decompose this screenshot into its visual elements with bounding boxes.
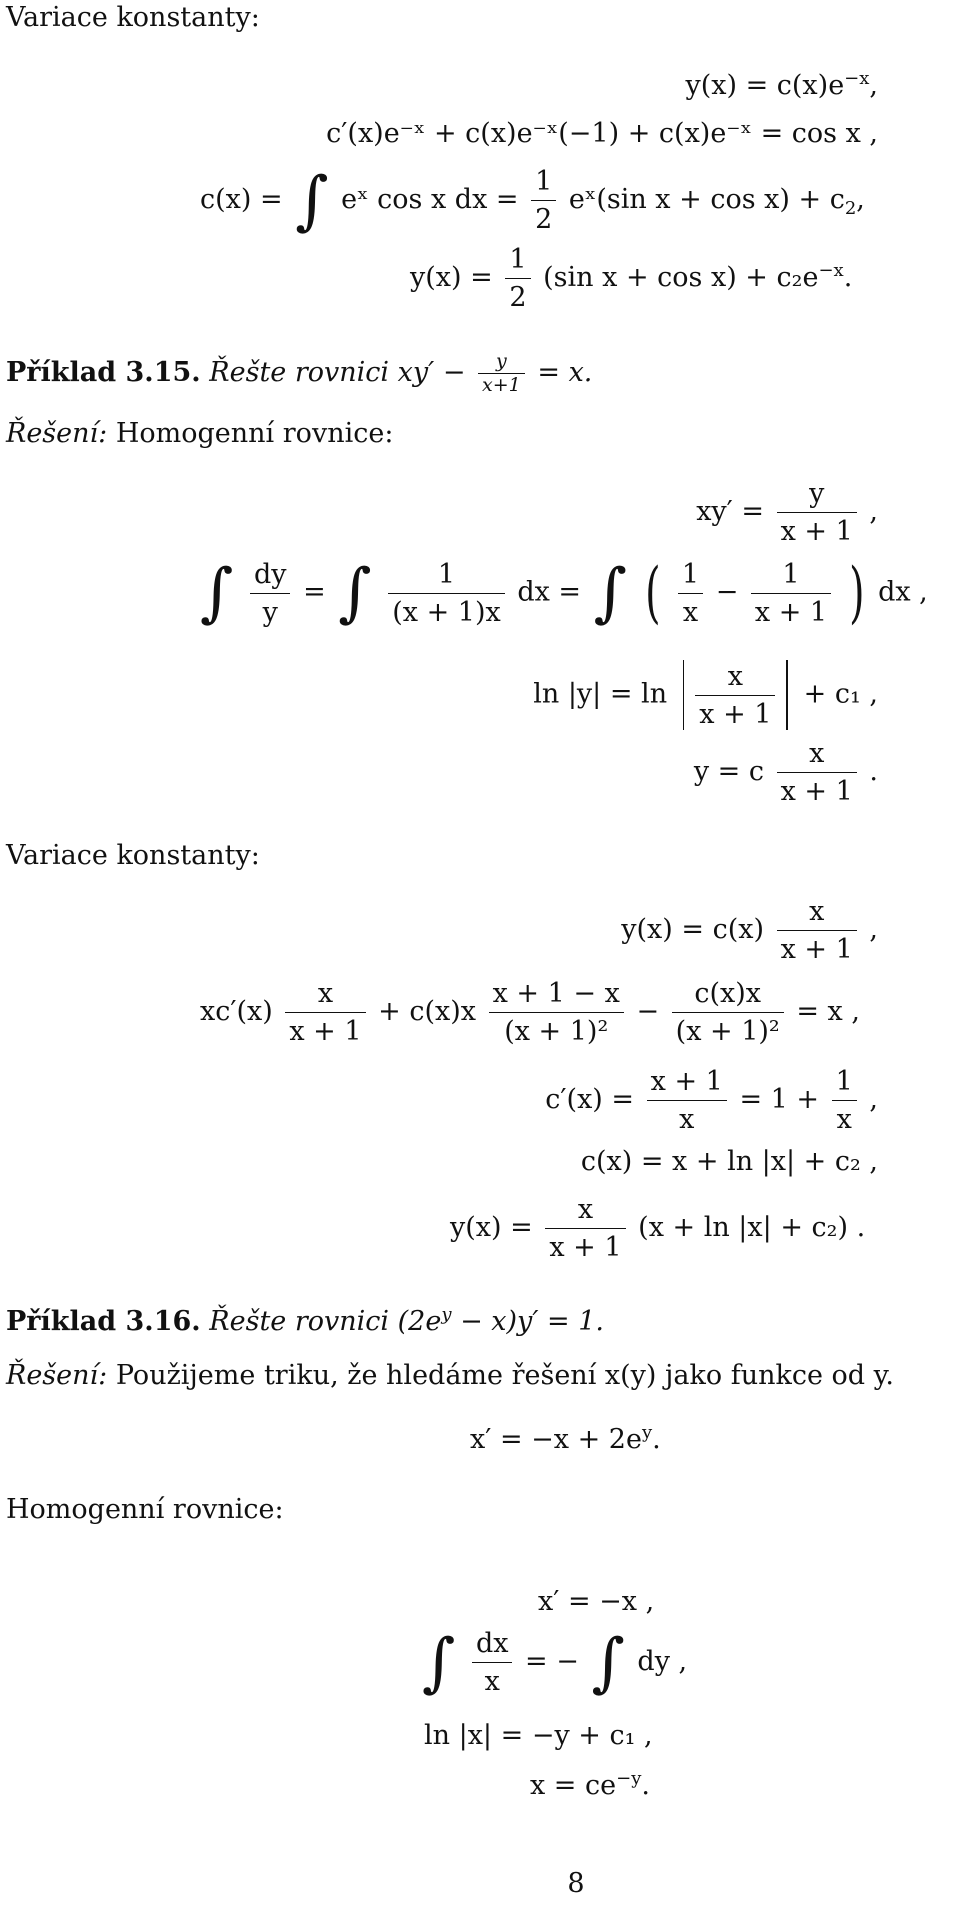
equation-homogeneous: xy′ = $\frac{y}{x + 1}$ , bbox=[696, 478, 878, 547]
equation-c-prime: c′(x) = $\frac{x + 1}{x}$ = 1 + $\frac{1}{x}$ , bbox=[545, 1066, 878, 1135]
fraction-y-over-x-plus-1: $\frac{y}{x+1}$ bbox=[478, 352, 525, 395]
equation-cx-integral: c(x) = ∫ eˣ cos x dx = $\frac{1}{2}$ eˣ(sin $x + \cos x) + c_2$, bbox=[200, 163, 865, 238]
fraction-half: $\frac{1}{2}$ bbox=[531, 168, 556, 233]
integral-sign: ∫ bbox=[295, 163, 329, 238]
equation-x-general: $x = ce^{-y}$. bbox=[530, 1768, 650, 1801]
fraction: $\frac{x + 1}{x}$ bbox=[647, 1068, 727, 1133]
integral-sign: ∫ bbox=[593, 556, 627, 630]
fraction: $\frac{x}{x + 1}$ bbox=[777, 898, 857, 963]
page-number: 8 bbox=[567, 1868, 585, 1899]
big-paren-right: ) bbox=[848, 554, 865, 631]
fraction: $\frac{x}{x + 1}$ bbox=[777, 740, 857, 805]
fraction: $\frac{x + 1 - x}{\text{(x + 1)²}}$ bbox=[489, 980, 624, 1045]
equation-variation-ansatz: y(x) = c(x) $\frac{x}{x + 1}$ , bbox=[621, 896, 878, 965]
abs-bar-left bbox=[683, 660, 685, 730]
equation-yx-final: y(x) = $\frac{x}{x + 1}$ (x + ln |x| + c₂) . bbox=[450, 1194, 866, 1263]
fraction-half: $\frac{1}{2}$ bbox=[505, 246, 530, 311]
fraction: $\frac{1}{x + 1}$ bbox=[751, 561, 831, 626]
integral-sign: ∫ bbox=[591, 1625, 625, 1700]
equation-separated-3-16: ∫ $\frac{dx}{x}$ = − ∫ dy , bbox=[422, 1625, 688, 1700]
equation-derivative: c′(x)e⁻ˣ + c(x)e⁻ˣ(−1) + c(x)e⁻ˣ = cos x , bbox=[326, 118, 878, 149]
fraction: $\frac{dx}{x}$ bbox=[472, 1630, 513, 1695]
fraction: $\frac{x}{x + 1}$ bbox=[545, 1196, 625, 1261]
equation-ln: ln |y| = ln $\frac{x}{x + 1}$ + c₁ , bbox=[533, 660, 878, 730]
section-heading-variace: Variace konstanty: bbox=[6, 840, 260, 871]
section-heading-variace: Variace konstanty: bbox=[6, 2, 260, 33]
integral-sign: ∫ bbox=[200, 556, 234, 630]
abs-bar-right bbox=[786, 660, 788, 730]
equation-y-general: y = c $\frac{x}{x + 1}$ . bbox=[693, 738, 878, 807]
equation-yx-cx: $y(x) = c(x)e^{-x}$, bbox=[685, 68, 878, 101]
equation-cx-result: c(x) = x + ln |x| + c₂ , bbox=[580, 1146, 878, 1177]
solution-3-15-intro: Řešení: Homogenní rovnice: bbox=[6, 418, 394, 449]
equation-separated-integrals: ∫ $\frac{dy}{y}$ = ∫ $\frac{1}{(x + 1)x}$ dx = ∫ ( $\frac{1}{x}$ − $\frac{1}{x + 1}$ ) dx , bbox=[200, 554, 928, 631]
fraction: $\frac{c(x)x}{\text{(x + 1)²}}$ bbox=[672, 980, 784, 1045]
fraction: $\frac{x}{x + 1}$ bbox=[695, 663, 775, 728]
section-heading-homogeneous: Homogenní rovnice: bbox=[6, 1494, 284, 1525]
fraction: $\frac{1}{x}$ bbox=[678, 561, 703, 626]
fraction: $\frac{1}{(x + 1)x}$ bbox=[388, 561, 505, 626]
equation-variation-substituted: xc′(x) $\frac{x}{x + 1}$ + c(x)x $\frac{x + 1 - x}{\text{(x + 1)²}}$ − $\frac{c(x)x}{\text{(x + 1)²}}$ = x , bbox=[200, 978, 860, 1047]
big-paren-left: ( bbox=[644, 554, 661, 631]
equation-x-prime-homog: x′ = −x , bbox=[538, 1586, 655, 1617]
integral-sign: ∫ bbox=[338, 556, 372, 630]
integral-sign: ∫ bbox=[422, 1625, 456, 1700]
example-3-15-statement: Příklad 3.15. Řešte rovnici xy′ − $\frac{y}{x+1}$ = x. bbox=[6, 350, 593, 396]
fraction: $\frac{x}{x + 1}$ bbox=[285, 980, 365, 1045]
fraction: $\frac{y}{x + 1}$ bbox=[777, 480, 857, 545]
equation-x-prime: $x' = -x + 2e^y$. bbox=[470, 1422, 661, 1455]
fraction: $\frac{dy}{y}$ bbox=[250, 561, 291, 626]
solution-3-16-intro: Řešení: Použijeme triku, že hledáme řešení x(y) jako funkce od y. bbox=[6, 1360, 894, 1391]
equation-ln-x: ln |x| = −y + c₁ , bbox=[424, 1720, 653, 1751]
equation-yx-result: y(x) = $\frac{1}{2}$ (sin $x + \cos x) + c_2e^{-x}$. bbox=[410, 244, 853, 313]
example-3-16-statement: Příklad 3.16. Řešte rovnici $(2e^y - x)y' = 1$. bbox=[6, 1304, 604, 1337]
fraction: $\frac{1}{x}$ bbox=[832, 1068, 857, 1133]
